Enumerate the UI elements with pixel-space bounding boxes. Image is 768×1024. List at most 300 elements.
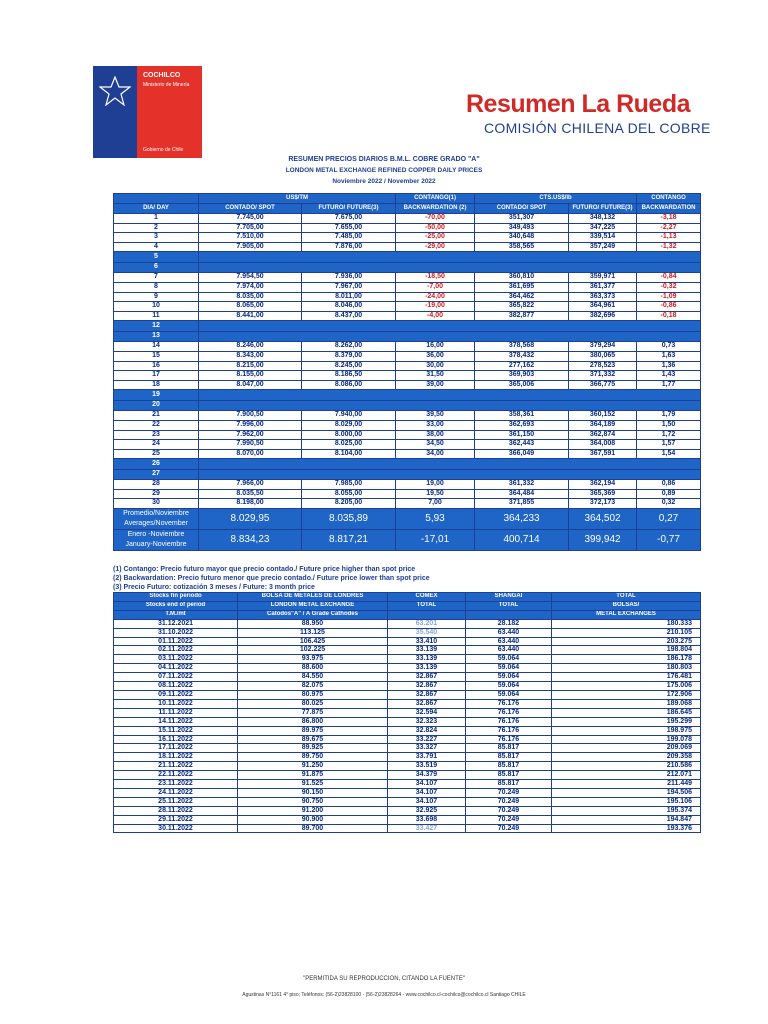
spot-cell: 8.246,00 — [199, 342, 302, 352]
backwardation-cell: 19,00 — [396, 480, 475, 490]
price-row — [114, 302, 701, 312]
price-row — [114, 342, 701, 352]
future-cell: 7.940,00 — [302, 411, 396, 421]
spot-cts-cell: 366,049 — [475, 449, 569, 459]
comex-stock-cell: 34.379 — [388, 771, 466, 780]
backwardation-cts-cell: -1,13 — [637, 233, 701, 243]
average-label — [114, 509, 199, 530]
comex-header: COMEX — [388, 593, 466, 602]
stocks-header-row-3 — [114, 610, 701, 619]
logo-ministry: Ministerio de Minería — [143, 82, 190, 88]
comex-stock-cell: 32.867 — [388, 699, 466, 708]
backwardation-cell: -50,00 — [396, 223, 475, 233]
future-cts-cell: 339,514 — [569, 233, 637, 243]
shangai-stock-cell: 70.249 — [466, 806, 552, 815]
stocks-period-header: Stocks fin periodo — [114, 593, 238, 602]
shangai-stock-cell: 70.249 — [466, 797, 552, 806]
total-stock-cell: 209.069 — [552, 744, 701, 753]
shangai-stock-cell: 85.817 — [466, 762, 552, 771]
average-label-es: Promedio/Noviembre — [123, 510, 189, 518]
price-row — [114, 273, 701, 283]
stock-row — [114, 699, 701, 708]
backwardation-cts-cell: 1,79 — [637, 411, 701, 421]
comex-stock-cell: 33.427 — [388, 824, 466, 833]
day-cell: 19 — [114, 390, 199, 401]
backwardation-cell: 36,00 — [396, 351, 475, 361]
price-row — [114, 214, 701, 224]
footer-reproduction: "PERMITIDA SU REPRODUCCION, CITANDO LA FUENTE" — [303, 976, 465, 982]
spot-cell: 8.198,00 — [199, 499, 302, 509]
price-row — [114, 371, 701, 381]
lme-stock-cell: 90.750 — [238, 797, 388, 806]
spot-cts-cell: 362,443 — [475, 440, 569, 450]
spot-cts-cell: 364,484 — [475, 489, 569, 499]
comex-stock-cell: 34.107 — [388, 788, 466, 797]
spot-cell: 7.954,50 — [199, 273, 302, 283]
comex-stock-cell: 32.824 — [388, 726, 466, 735]
stock-date-cell: 01.11.2022 — [114, 637, 238, 646]
weekend-row — [114, 252, 701, 263]
footnote-contango: (1) Contango: Precio futuro mayor que precio contado./ Future price higher than spot price — [113, 566, 416, 573]
price-row — [114, 430, 701, 440]
weekend-blank-cell — [199, 390, 701, 401]
spot-cell: 8.343,00 — [199, 351, 302, 361]
lme-stock-cell: 77.875 — [238, 708, 388, 717]
future-cell: 8.379,00 — [302, 351, 396, 361]
comex-stock-cell: 34.107 — [388, 797, 466, 806]
backwardation-cell: -24,00 — [396, 292, 475, 302]
spot-cell: 7.974,00 — [199, 282, 302, 292]
stock-row — [114, 753, 701, 762]
total-bolsas-header: BOLSAS/ — [552, 601, 701, 610]
backwardation-cts-cell: -0,18 — [637, 311, 701, 321]
backwardation-cts-cell: -2,27 — [637, 223, 701, 233]
total-stock-cell: 210.586 — [552, 762, 701, 771]
stocks-period-header-en: Stocks end of period — [114, 601, 238, 610]
future-cell: 8.186,50 — [302, 371, 396, 381]
lme-header-en: LONDON METAL EXCHANGE — [238, 601, 388, 610]
spot-cell: 7.510,00 — [199, 233, 302, 243]
backwardation-cell: 7,00 — [396, 499, 475, 509]
spot-cell: 7.996,00 — [199, 420, 302, 430]
day-cell: 3 — [114, 233, 199, 243]
total-stock-cell: 194.506 — [552, 788, 701, 797]
future-cts-cell: 347,225 — [569, 223, 637, 233]
stock-row — [114, 690, 701, 699]
stock-date-cell: 10.11.2022 — [114, 699, 238, 708]
spot-cts-cell: 358,565 — [475, 242, 569, 252]
price-row — [114, 361, 701, 371]
comex-stock-cell: 34.107 — [388, 780, 466, 789]
day-cell: 5 — [114, 252, 199, 263]
weekend-row — [114, 262, 701, 273]
lme-stock-cell: 84.550 — [238, 673, 388, 682]
footer-contact: Agustinas N°1161 4° piso; Teléfonos: (56-2)23828100 - (56-2)23828264 - www.cochilco.cl-cochilco@cochilco.cl Santiago CHILE — [242, 992, 526, 998]
report-period: Noviembre 2022 / November 2022 — [332, 178, 436, 185]
stock-date-cell: 08.11.2022 — [114, 682, 238, 691]
price-row — [114, 311, 701, 321]
backwardation-cts-cell: -0,32 — [637, 282, 701, 292]
footnote-future: (3) Precio Futuro: cotización 3 meses / Future: 3 month price — [113, 584, 315, 592]
spot-cell: 7.962,00 — [199, 430, 302, 440]
stocks-header-row-2 — [114, 601, 701, 610]
lme-stock-cell: 89.975 — [238, 726, 388, 735]
spot-cell: 8.155,00 — [199, 371, 302, 381]
comex-stock-cell: 33.139 — [388, 664, 466, 673]
future-cell: 8.046,00 — [302, 302, 396, 312]
shangai-stock-cell: 85.817 — [466, 771, 552, 780]
comex-stock-cell: 33.410 — [388, 637, 466, 646]
stock-row — [114, 771, 701, 780]
spot-cts-cell: 378,432 — [475, 351, 569, 361]
shangai-blank-header — [466, 610, 552, 619]
total-stock-cell: 199.078 — [552, 735, 701, 744]
future-cts-cell: 372,173 — [569, 499, 637, 509]
day-cell: 10 — [114, 302, 199, 312]
future-cell: 8.011,00 — [302, 292, 396, 302]
backwardation-cts-cell: -0,84 — [637, 273, 701, 283]
total-stock-cell: 189.068 — [552, 699, 701, 708]
lme-stock-cell: 90.150 — [238, 788, 388, 797]
backwardation-cts-cell: 1,57 — [637, 440, 701, 450]
total-stock-cell: 172.906 — [552, 690, 701, 699]
average-spot-cts: 364,233 — [475, 509, 569, 530]
day-cell: 13 — [114, 331, 199, 342]
backwardation-cts-cell: 1,50 — [637, 420, 701, 430]
future-cts-cell: 278,523 — [569, 361, 637, 371]
average-future: 8.035,89 — [302, 509, 396, 530]
backwardation-cts-cell: -1,09 — [637, 292, 701, 302]
stock-row — [114, 735, 701, 744]
shangai-header: SHANGAI — [466, 593, 552, 602]
future-cell: 8.086,00 — [302, 380, 396, 390]
backwardation-cts-cell: 0,86 — [637, 480, 701, 490]
day-cell: 7 — [114, 273, 199, 283]
weekend-blank-cell — [199, 469, 701, 480]
stock-date-cell: 17.11.2022 — [114, 744, 238, 753]
stocks-table — [113, 592, 701, 833]
spot-cell: 7.900,50 — [199, 411, 302, 421]
spot-cts-cell: 365,822 — [475, 302, 569, 312]
average-row — [114, 509, 701, 530]
footnote-backwardation: (2) Backwardation: Precio futuro menor que precio contado./ Future price lower than spot price — [113, 575, 430, 583]
shangai-stock-cell: 63.440 — [466, 646, 552, 655]
total-stock-cell: 186.178 — [552, 655, 701, 664]
comex-stock-cell: 35.540 — [388, 628, 466, 637]
weekend-blank-cell — [199, 262, 701, 273]
backwardation-cts-cell: 1,63 — [637, 351, 701, 361]
total-stock-cell: 176.481 — [552, 673, 701, 682]
day-cell: 14 — [114, 342, 199, 352]
spot-cell: 8.070,00 — [199, 449, 302, 459]
future-cell: 8.055,00 — [302, 489, 396, 499]
stock-date-cell: 07.11.2022 — [114, 673, 238, 682]
shangai-stock-cell: 85.817 — [466, 753, 552, 762]
blank-header-cell — [114, 194, 199, 204]
day-cell: 21 — [114, 411, 199, 421]
stock-date-cell: 18.11.2022 — [114, 753, 238, 762]
shangai-stock-cell: 59.064 — [466, 690, 552, 699]
spot-cts-cell: 277,162 — [475, 361, 569, 371]
comex-stock-cell: 33.327 — [388, 744, 466, 753]
lme-stock-cell: 93.975 — [238, 655, 388, 664]
spot-cts-cell: 369,903 — [475, 371, 569, 381]
shangai-stock-cell: 70.249 — [466, 788, 552, 797]
future-cell: 8.000,00 — [302, 430, 396, 440]
price-row — [114, 480, 701, 490]
future-cts-cell: 382,696 — [569, 311, 637, 321]
stock-row — [114, 780, 701, 789]
stock-date-cell: 16.11.2022 — [114, 735, 238, 744]
day-cell: 4 — [114, 242, 199, 252]
stock-date-cell: 23.11.2022 — [114, 780, 238, 789]
future-cell: 8.245,00 — [302, 361, 396, 371]
backwardation-cell: -29,00 — [396, 242, 475, 252]
day-cell: 18 — [114, 380, 199, 390]
comex-blank-header — [388, 610, 466, 619]
future-cts-cell: 360,152 — [569, 411, 637, 421]
backwardation-cell: 16,00 — [396, 342, 475, 352]
price-row — [114, 242, 701, 252]
future-cell: 7.485,00 — [302, 233, 396, 243]
spot-header: CONTADO/ SPOT — [199, 204, 302, 214]
day-cell: 6 — [114, 262, 199, 273]
spot-cell: 7.966,00 — [199, 480, 302, 490]
ytd-future-cts: 399,942 — [569, 530, 637, 551]
stock-row — [114, 717, 701, 726]
spot-cts-cell: 365,006 — [475, 380, 569, 390]
future-cts-header: FUTURO/ FUTURE(3) — [569, 204, 637, 214]
spot-cell: 7.705,00 — [199, 223, 302, 233]
future-cell: 8.104,00 — [302, 449, 396, 459]
backwardation-cts-cell: 0,89 — [637, 489, 701, 499]
day-cell: 28 — [114, 480, 199, 490]
price-row — [114, 223, 701, 233]
shangai-stock-cell: 76.176 — [466, 699, 552, 708]
comex-stock-cell: 33.139 — [388, 655, 466, 664]
weekend-blank-cell — [199, 400, 701, 411]
lme-stock-cell: 88.600 — [238, 664, 388, 673]
stock-row — [114, 637, 701, 646]
stock-row — [114, 797, 701, 806]
stocks-header-row-1 — [114, 593, 701, 602]
total-stock-cell: 194.847 — [552, 815, 701, 824]
lme-cathodes-header: Catodos"A" / A Grade Cathodes — [238, 610, 388, 619]
footnotes — [113, 565, 430, 593]
cochilco-logo — [93, 66, 202, 158]
average-label-en: Averages/November — [124, 520, 188, 528]
ytd-label — [114, 530, 199, 551]
backwardation-cell: -25,00 — [396, 233, 475, 243]
total-stock-cell: 203.275 — [552, 637, 701, 646]
stock-row — [114, 708, 701, 717]
stock-date-cell: 31.12.2021 — [114, 619, 238, 628]
weekend-row — [114, 331, 701, 342]
future-cts-cell: 379,294 — [569, 342, 637, 352]
future-cell: 7.967,00 — [302, 282, 396, 292]
stock-date-cell: 21.11.2022 — [114, 762, 238, 771]
lme-stock-cell: 91.200 — [238, 806, 388, 815]
lme-stock-cell: 91.875 — [238, 771, 388, 780]
report-subtitle: LONDON METAL EXCHANGE REFINED COPPER DAILY PRICES — [285, 167, 483, 174]
lme-stock-cell: 88.950 — [238, 619, 388, 628]
comex-stock-cell: 33.519 — [388, 762, 466, 771]
future-cts-cell: 365,369 — [569, 489, 637, 499]
backwardation-cell: 19,50 — [396, 489, 475, 499]
shangai-stock-cell: 76.176 — [466, 708, 552, 717]
comex-stock-cell: 32.925 — [388, 806, 466, 815]
day-cell: 23 — [114, 430, 199, 440]
backwardation-cell: -18,50 — [396, 273, 475, 283]
stock-date-cell: 22.11.2022 — [114, 771, 238, 780]
future-cell: 7.936,00 — [302, 273, 396, 283]
lme-stock-cell: 80.025 — [238, 699, 388, 708]
day-cell: 27 — [114, 469, 199, 480]
lme-header: BOLSA DE METALES DE LONDRES — [238, 593, 388, 602]
comex-stock-cell: 32.594 — [388, 708, 466, 717]
future-cell: 8.205,00 — [302, 499, 396, 509]
shangai-stock-cell: 59.064 — [466, 664, 552, 673]
day-cell: 25 — [114, 449, 199, 459]
stock-row — [114, 824, 701, 833]
stock-date-cell: 24.11.2022 — [114, 788, 238, 797]
backwardation-cell: 39,00 — [396, 380, 475, 390]
stock-date-cell: 14.11.2022 — [114, 717, 238, 726]
future-cell: 8.437,00 — [302, 311, 396, 321]
backwardation-cts-cell: 1,36 — [637, 361, 701, 371]
lme-stock-cell: 82.075 — [238, 682, 388, 691]
spot-cts-cell: 364,462 — [475, 292, 569, 302]
ytd-label-es: Enero -Noviembre — [127, 531, 185, 539]
backwardation-cell: -70,00 — [396, 214, 475, 224]
stock-date-cell: 31.10.2022 — [114, 628, 238, 637]
total-stock-cell: 198.804 — [552, 646, 701, 655]
price-row — [114, 282, 701, 292]
spot-cts-cell: 362,693 — [475, 420, 569, 430]
total-stock-cell: 198.975 — [552, 726, 701, 735]
shangai-stock-cell: 63.440 — [466, 637, 552, 646]
stock-date-cell: 29.11.2022 — [114, 815, 238, 824]
day-cell: 11 — [114, 311, 199, 321]
future-cts-cell: 364,961 — [569, 302, 637, 312]
future-cts-cell: 362,874 — [569, 430, 637, 440]
logo-blue-block — [93, 66, 137, 158]
stock-row — [114, 788, 701, 797]
ustm-header: US$/TM — [199, 194, 396, 204]
backwardation-cell: 38,00 — [396, 430, 475, 440]
day-cell: 17 — [114, 371, 199, 381]
average-backwardation-cts: 0,27 — [637, 509, 701, 530]
price-row — [114, 449, 701, 459]
backwardation-cell: -19,00 — [396, 302, 475, 312]
spot-cts-cell: 340,648 — [475, 233, 569, 243]
spot-cts-cell: 361,332 — [475, 480, 569, 490]
shangai-stock-cell: 28.182 — [466, 619, 552, 628]
stock-row — [114, 664, 701, 673]
backwardation-cts-cell: -1,32 — [637, 242, 701, 252]
spot-cell: 8.035,50 — [199, 489, 302, 499]
comex-stock-cell: 33.139 — [388, 646, 466, 655]
spot-cell: 7.905,00 — [199, 242, 302, 252]
shangai-stock-cell: 59.064 — [466, 655, 552, 664]
backwardation-cts-cell: -0,86 — [637, 302, 701, 312]
comex-stock-cell: 32.867 — [388, 682, 466, 691]
total-stock-cell: 180.803 — [552, 664, 701, 673]
future-cts-cell: 380,065 — [569, 351, 637, 361]
spot-cell: 7.745,00 — [199, 214, 302, 224]
price-row — [114, 351, 701, 361]
price-row — [114, 499, 701, 509]
average-backwardation: 5,93 — [396, 509, 475, 530]
backwardation-header: BACKWARDATION (2) — [396, 204, 475, 214]
stock-date-cell: 25.11.2022 — [114, 797, 238, 806]
shangai-stock-cell: 63.440 — [466, 628, 552, 637]
spot-cts-cell: 378,568 — [475, 342, 569, 352]
average-future-cts: 364,502 — [569, 509, 637, 530]
backwardation-cts-header: BACKWARDATION — [637, 204, 701, 214]
total-stock-cell: 195.106 — [552, 797, 701, 806]
lme-stock-cell: 89.925 — [238, 744, 388, 753]
total-stock-cell: 193.376 — [552, 824, 701, 833]
spot-cts-cell: 349,493 — [475, 223, 569, 233]
future-cts-cell: 364,008 — [569, 440, 637, 450]
ytd-row — [114, 530, 701, 551]
unit-header: T.M./mt — [114, 610, 238, 619]
stock-row — [114, 628, 701, 637]
total-stock-cell: 210.105 — [552, 628, 701, 637]
weekend-row — [114, 321, 701, 332]
comex-stock-cell: 32.867 — [388, 690, 466, 699]
total-stock-cell: 211.449 — [552, 780, 701, 789]
total-header: TOTAL — [552, 593, 701, 602]
stock-row — [114, 619, 701, 628]
price-row — [114, 489, 701, 499]
weekend-row — [114, 459, 701, 470]
backwardation-cell: 39,50 — [396, 411, 475, 421]
future-cts-cell: 359,971 — [569, 273, 637, 283]
stock-date-cell: 02.11.2022 — [114, 646, 238, 655]
lme-stock-cell: 89.700 — [238, 824, 388, 833]
day-cell: 22 — [114, 420, 199, 430]
shangai-stock-cell: 59.064 — [466, 673, 552, 682]
future-cts-cell: 363,373 — [569, 292, 637, 302]
lme-stock-cell: 91.250 — [238, 762, 388, 771]
ytd-future: 8.817,21 — [302, 530, 396, 551]
ytd-backwardation: -17,01 — [396, 530, 475, 551]
day-cell: 12 — [114, 321, 199, 332]
logo-gov: Gobierno de Chile — [143, 147, 184, 153]
spot-cell: 8.065,00 — [199, 302, 302, 312]
price-row — [114, 292, 701, 302]
chile-star-icon — [99, 76, 131, 106]
future-cell: 8.029,00 — [302, 420, 396, 430]
backwardation-cts-cell: 1,54 — [637, 449, 701, 459]
weekend-blank-cell — [199, 459, 701, 470]
backwardation-cts-cell: 1,43 — [637, 371, 701, 381]
stock-date-cell: 03.11.2022 — [114, 655, 238, 664]
contango1-header: CONTANGO(1) — [396, 194, 475, 204]
backwardation-cts-cell: 0,73 — [637, 342, 701, 352]
backwardation-cts-cell: 1,77 — [637, 380, 701, 390]
shangai-stock-cell: 59.064 — [466, 682, 552, 691]
stock-row — [114, 646, 701, 655]
day-cell: 30 — [114, 499, 199, 509]
stock-date-cell: 28.11.2022 — [114, 806, 238, 815]
comex-stock-cell: 33.791 — [388, 753, 466, 762]
spot-cts-cell: 382,877 — [475, 311, 569, 321]
future-cts-cell: 348,132 — [569, 214, 637, 224]
price-row — [114, 411, 701, 421]
